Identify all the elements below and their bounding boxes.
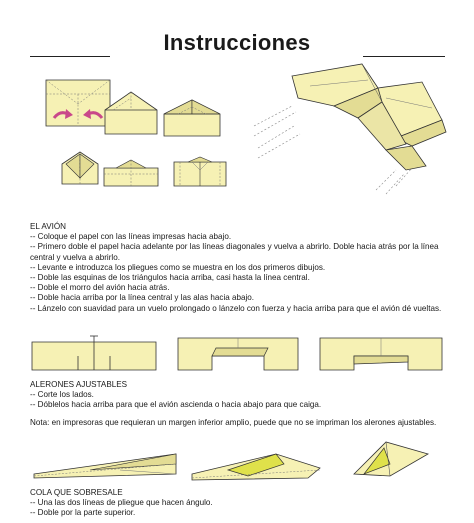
avion-step-line: -- Coloque el papel con las líneas impresas hacia abajo. [30,232,232,242]
avion-step-line: -- Levante e introduzca los pliegues como se muestra en los dos primeros dibujos. [30,262,326,272]
avion-step-line: -- Lánzelo con suavidad para un vuelo prolongado o lánzelo con fuerza y hacia arriba para que el avión dé vueltas. [30,303,442,313]
fold-step-2-diagram [103,90,159,136]
header-rule-left [30,56,110,57]
alerones-step-line: -- Dóblelos hacia arriba para que el avión ascienda o hacia abajo para que caiga. [30,400,322,410]
finished-plane-diagram [236,62,456,202]
aileron-step-1-diagram [30,334,158,374]
section-heading-cola: COLA QUE SOBRESALE [30,488,123,497]
header-rule-right [363,56,445,57]
alerones-step-line: -- Corte los lados. [30,390,94,400]
cola-step-line: -- Doble por la parte superior. [30,508,136,518]
avion-step-line: -- Doble las esquinas de los triángulos hacia arriba, casi hasta la línea central. [30,273,310,283]
fold-step-6-diagram [172,156,228,188]
fold-step-5-diagram [102,158,160,188]
printer-note: Nota: en impresoras que requieran un margen inferior amplio, puede que no se impriman los alerones ajustables. [30,418,437,427]
avion-step-line: -- Doble el morro del avión hacia atrás. [30,283,170,293]
tail-step-3-diagram [350,440,430,480]
aileron-step-3-diagram [318,334,444,374]
avion-step-line: central y vuelva a abrirlo. [30,252,120,262]
avion-section [30,222,441,314]
cola-step-line: -- Una las dos líneas de pliegue que hacen ángulo. [30,498,213,508]
fold-step-3-diagram [162,98,222,138]
avion-step-line: -- Doble hacia arriba por la línea central y las alas hacia abajo. [30,293,255,303]
section-heading-avion: EL AVIÓN [30,222,66,231]
aileron-step-2-diagram [176,334,300,374]
avion-step-line: -- Primero doble el papel hacia adelante por las líneas diagonales y vuelva a abrirlo. Doble hacia atrás por la línea [30,242,439,252]
alerones-section [30,380,321,411]
page-title: Instrucciones [163,30,311,55]
fold-step-4-diagram [60,150,100,186]
cola-section [30,488,213,519]
tail-step-2-diagram [188,448,324,488]
section-heading-alerones: ALERONES AJUSTABLES [30,380,128,389]
tail-step-1-diagram [30,450,180,486]
